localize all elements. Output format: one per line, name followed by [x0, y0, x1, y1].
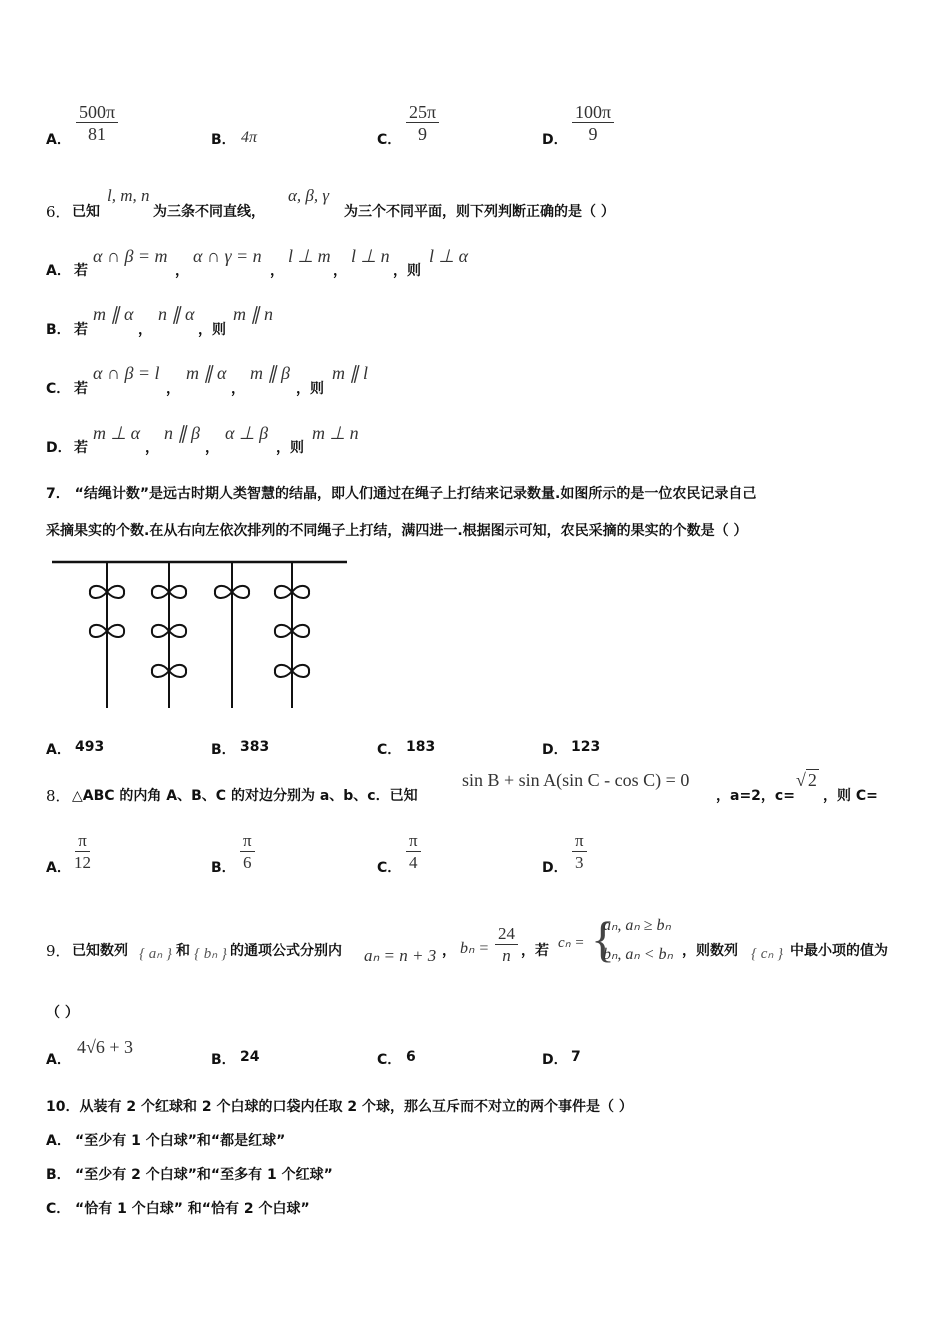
question-number: 8． [46, 787, 71, 805]
stem-line: 采摘果实的个数.在从右向左依次排列的不同绳子上打结，满四进一.根据图示可知，农民采摘的果实的个数是（ ） [46, 523, 748, 539]
option-value: 493 [75, 739, 105, 755]
option-label: D． [542, 742, 568, 758]
math: m ∥ l [332, 363, 368, 383]
option-value: 383 [240, 739, 270, 755]
option-label: B． [46, 1167, 71, 1183]
option-value: 4π [241, 129, 258, 146]
option-label: C． [46, 381, 71, 397]
math: l ⊥ m [288, 246, 331, 266]
option-label: D． [542, 132, 568, 148]
question-number: 6． [46, 203, 71, 221]
fraction: $\frac{24}{n}$ [495, 924, 518, 967]
option-label: C． [46, 1201, 71, 1217]
option-label: D． [46, 440, 72, 456]
answer-paren: （ ） [46, 1005, 79, 1021]
option-label: A． [46, 742, 71, 758]
fraction: $\frac{25\pi}{9}$ [406, 102, 439, 145]
stem-text: 和 [176, 943, 190, 959]
option-label: B． [211, 742, 236, 758]
option-label: C． [377, 132, 402, 148]
fraction: $\frac{500\pi}{81}$ [76, 102, 118, 145]
comma: ， [442, 943, 456, 959]
option-label: B． [211, 132, 236, 148]
stem-text: ，则 C= [823, 788, 878, 804]
option-text: ，则 [296, 381, 324, 397]
option-label: A． [46, 132, 71, 148]
option-value: 4√6 + 3 [77, 1037, 134, 1057]
stem-text: 中最小项的值为 [790, 943, 888, 959]
brace: { [591, 911, 615, 967]
math: α, β, γ [288, 186, 330, 205]
math: m ∥ n [233, 304, 273, 324]
option-value: 123 [571, 739, 601, 755]
stem-text: 为三个不同平面，则下列判断正确的是（ ） [344, 204, 615, 220]
option-text: 若 [74, 381, 88, 397]
option-text: 若 [74, 440, 88, 456]
option-label: B． [211, 860, 236, 876]
equation: aₙ = n + 3 [364, 946, 437, 965]
option-label: B． [46, 322, 71, 338]
math: n ∥ β [164, 423, 200, 443]
option-value: 7 [571, 1049, 581, 1065]
option-label: D． [542, 860, 568, 876]
math: n ∥ α [158, 304, 195, 324]
case-row: bₙ, aₙ < bₙ [603, 946, 673, 963]
comma: ， [205, 440, 219, 456]
math: m ∥ α [186, 363, 227, 383]
math: m ∥ β [250, 363, 290, 383]
sqrt: √ 2 [796, 770, 817, 790]
math: α ∩ γ = n [193, 246, 262, 266]
option-label: A． [46, 263, 71, 279]
comma: ， [145, 440, 159, 456]
option-label: A． [46, 860, 71, 876]
option-label: D． [542, 1052, 568, 1068]
option-text: 若 [74, 322, 88, 338]
option-value: 24 [240, 1049, 260, 1065]
math: l ⊥ n [351, 246, 390, 266]
fraction: $\frac{\pi}{4}$ [406, 831, 421, 874]
option-text: ，则 [393, 263, 421, 279]
stem-text: 已知 [72, 204, 100, 220]
option-label: A． [46, 1052, 71, 1068]
knot-rope-figure [40, 552, 355, 714]
comma: ， [270, 263, 284, 279]
option-text: ，则 [276, 440, 304, 456]
option-label: C． [377, 1052, 402, 1068]
stem-line: 7． “结绳计数”是远古时期人类智慧的结晶，即人们通过在绳子上打结来记录数量.如图所示的是一位农民记录自己 [46, 486, 757, 502]
option-text: ，则 [198, 322, 226, 338]
math: m ⊥ α [93, 423, 141, 443]
stem-text: △ABC 的内角 A、B、C 的对边分别为 a、b、c．已知 [72, 788, 418, 804]
fraction: $\frac{100\pi}{9}$ [572, 102, 614, 145]
fraction: $\frac{\pi}{3}$ [572, 831, 587, 874]
stem-text: ，a=2，c= [716, 788, 795, 804]
sequence-b: { bₙ } [194, 946, 227, 962]
option-value: 183 [406, 739, 436, 755]
option-label: C． [377, 742, 402, 758]
comma: ， [175, 263, 189, 279]
stem-text: ，则数列 [682, 943, 738, 959]
option-label: A． [46, 1133, 71, 1149]
option-text: “恰有 1 个白球” 和“恰有 2 个白球” [75, 1201, 310, 1217]
math: l ⊥ α [429, 246, 469, 266]
math: α ∩ β = m [93, 246, 168, 266]
comma: ， [231, 381, 245, 397]
sqrt-radicand: 2 [807, 770, 817, 790]
option-value: 6 [406, 1049, 416, 1065]
comma: ， [333, 263, 347, 279]
math: l, m, n [107, 186, 150, 205]
equation: sin B + sin A(sin C - cos C) = 0 [462, 770, 690, 790]
option-text: 若 [74, 263, 88, 279]
math: m ⊥ n [312, 423, 359, 443]
comma: ， [166, 381, 180, 397]
stem-text: 为三条不同直线， [153, 204, 265, 220]
option-label: C． [377, 860, 402, 876]
option-text: “至少有 2 个白球”和“至多有 1 个红球” [75, 1167, 333, 1183]
sequence-c: { cₙ } [751, 946, 784, 962]
equation: cₙ = [558, 935, 585, 951]
sequence-a: { aₙ } [139, 946, 172, 962]
comma: ， [138, 322, 152, 338]
question-number: 9． [46, 942, 71, 960]
option-label: B． [211, 1052, 236, 1068]
math: α ∩ β = l [93, 363, 160, 383]
fraction: $\frac{\pi}{6}$ [240, 831, 255, 874]
math: α ⊥ β [225, 423, 269, 443]
stem-text: ，若 [521, 943, 549, 959]
stem-text: 已知数列 [72, 943, 128, 959]
math: m ∥ α [93, 304, 134, 324]
stem-text: 的通项公式分别内 [230, 943, 342, 959]
case-row: aₙ, aₙ ≥ bₙ [603, 917, 671, 934]
equation: bₙ = [460, 940, 490, 957]
fraction: $\frac{\pi}{12}$ [74, 831, 91, 872]
option-text: “至少有 1 个白球”和“都是红球” [75, 1133, 286, 1149]
stem-line: 10．从装有 2 个红球和 2 个白球的口袋内任取 2 个球，那么互斥而不对立的两个事件是（ ） [46, 1099, 633, 1115]
